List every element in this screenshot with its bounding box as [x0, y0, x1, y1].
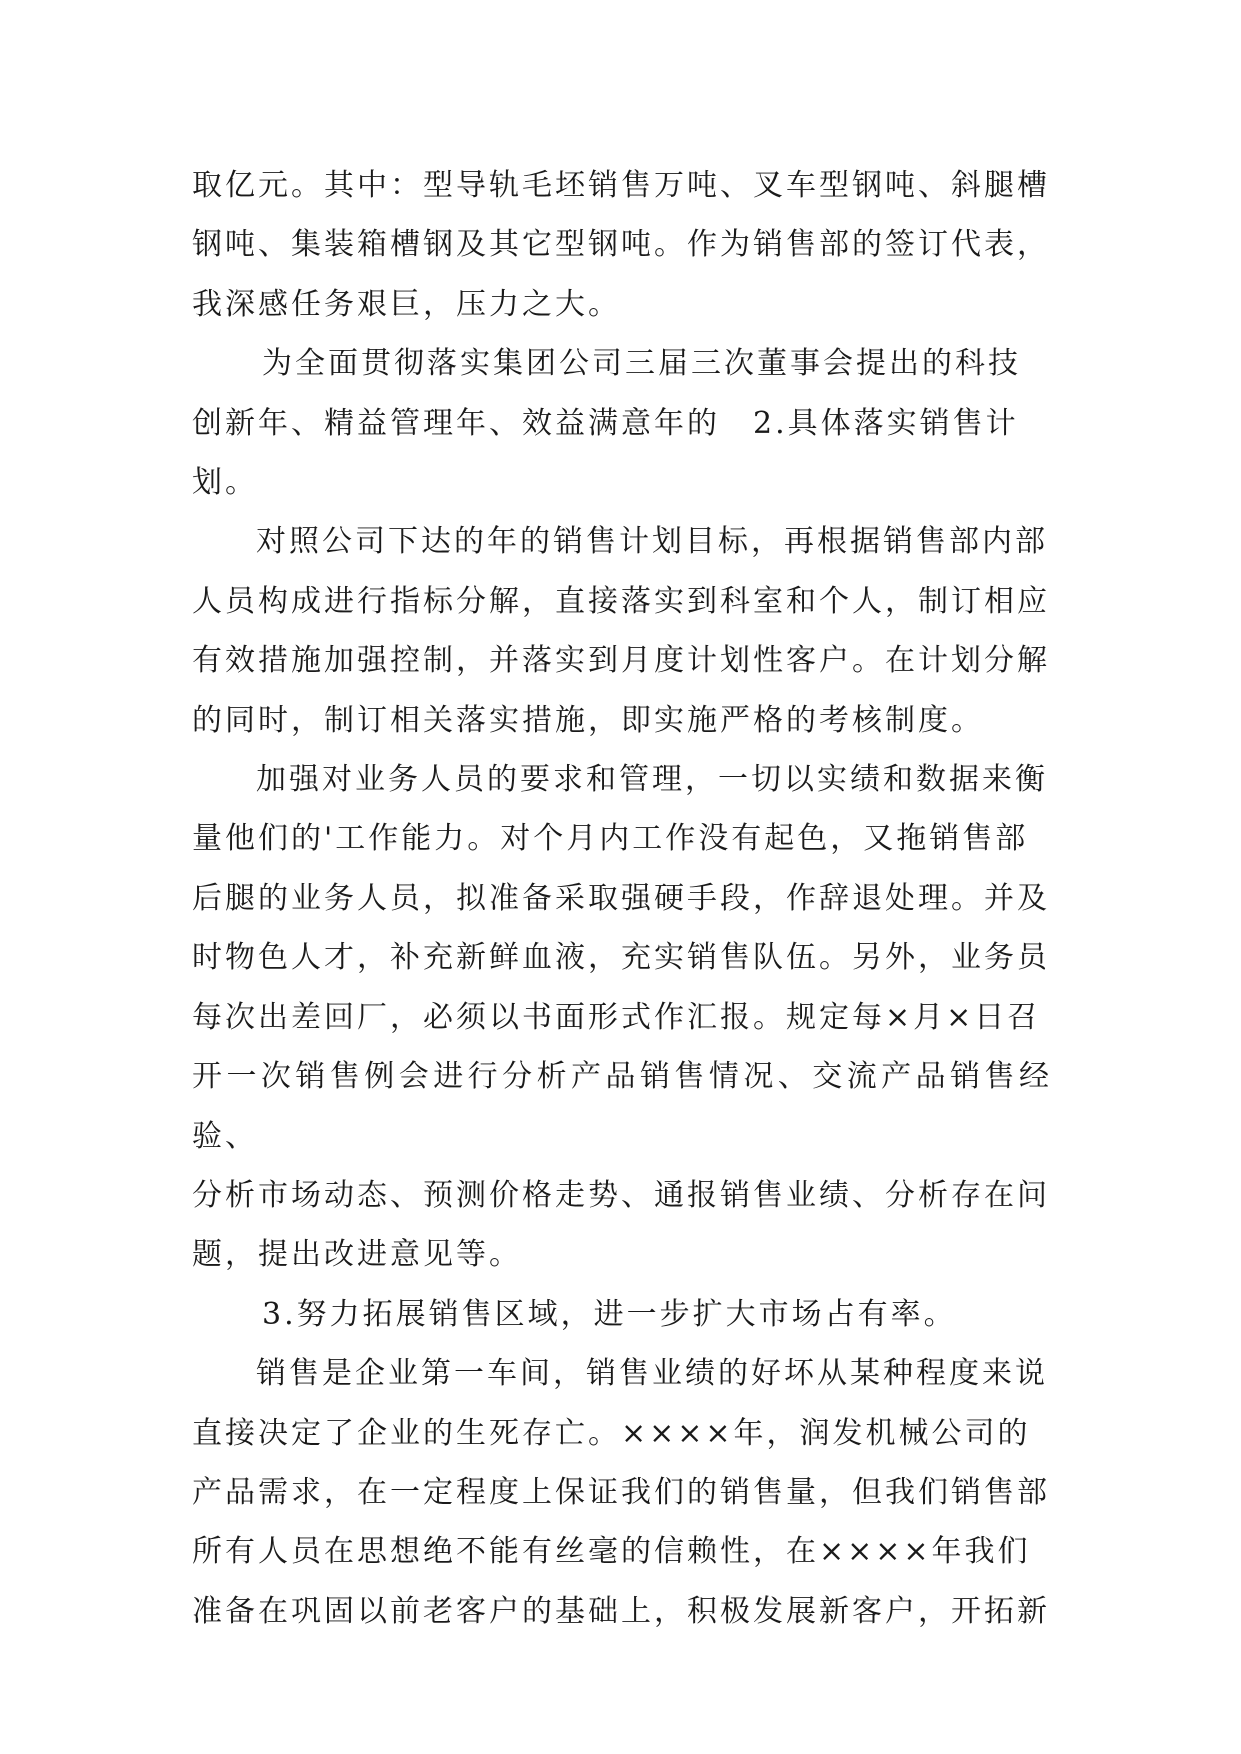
paragraph-implementation: [192, 334, 1052, 512]
paragraph-sales-targets: [192, 156, 1052, 334]
text-line: 销售是企业第一车间，销售业绩的好坏从某种程度来说: [256, 1356, 1048, 1392]
paragraph-sales-importance: [192, 1344, 1052, 1641]
text-line: 我深感任务艰巨，压力之大。: [192, 286, 621, 322]
text-line: 人员构成进行指标分解，直接落实到科室和个人，制订相应: [192, 583, 1050, 619]
paragraph-heading-market-expansion: [192, 1285, 1052, 1344]
paragraph-staff-management: [192, 750, 1052, 1285]
text-line: 量他们的'工作能力。对个月内工作没有起色，又拖销售部: [192, 821, 1029, 857]
text-line: 时物色人才，补充新鲜血液，充实销售队伍。另外，业务员: [192, 940, 1050, 976]
text-line: 创新年、精益管理年、效益满意年的 2.具体落实销售计: [192, 405, 1019, 441]
text-line: 3.努力拓展销售区域，进一步扩大市场占有率。: [262, 1296, 957, 1332]
text-line: 后腿的业务人员，拟准备采取强硬手段，作辞退处理。并及: [192, 880, 1050, 916]
paragraph-plan-breakdown: [192, 512, 1052, 750]
text-line: 分析市场动态、预测价格走势、通报销售业绩、分析存在问: [192, 1177, 1050, 1213]
text-line: 加强对业务人员的要求和管理，一切以实绩和数据来衡: [256, 762, 1048, 798]
text-line: 产品需求，在一定程度上保证我们的销售量，但我们销售部: [192, 1474, 1050, 1510]
text-line: 题，提出改进意见等。: [192, 1237, 522, 1273]
text-line: 所有人员在思想绝不能有丝毫的信赖性，在××××年我们: [192, 1534, 1031, 1570]
text-line: 开一次销售例会进行分析产品销售情况、交流产品销售经验、: [192, 1059, 1052, 1154]
text-line: 有效措施加强控制，并落实到月度计划性客户。在计划分解: [192, 643, 1050, 679]
text-line: 每次出差回厂，必须以书面形式作汇报。规定每×月×日召: [192, 999, 1041, 1035]
body-text: [192, 156, 1052, 1641]
text-line: 直接决定了企业的生死存亡。××××年，润发机械公司的: [192, 1415, 1031, 1451]
text-line: 准备在巩固以前老客户的基础上，积极发展新客户，开拓新: [192, 1593, 1050, 1629]
text-line: 钢吨、集装箱槽钢及其它型钢吨。作为销售部的签订代表，: [192, 227, 1050, 263]
text-line: 为全面贯彻落实集团公司三届三次董事会提出的科技: [262, 346, 1021, 382]
text-line: 取亿元。其中：型导轨毛坯销售万吨、叉车型钢吨、斜腿槽: [192, 168, 1050, 203]
text-line: 对照公司下达的年的销售计划目标，再根据销售部内部: [256, 524, 1048, 560]
text-line: 划。: [192, 465, 258, 501]
text-line: 的同时，制订相关落实措施，即实施严格的考核制度。: [192, 702, 984, 738]
